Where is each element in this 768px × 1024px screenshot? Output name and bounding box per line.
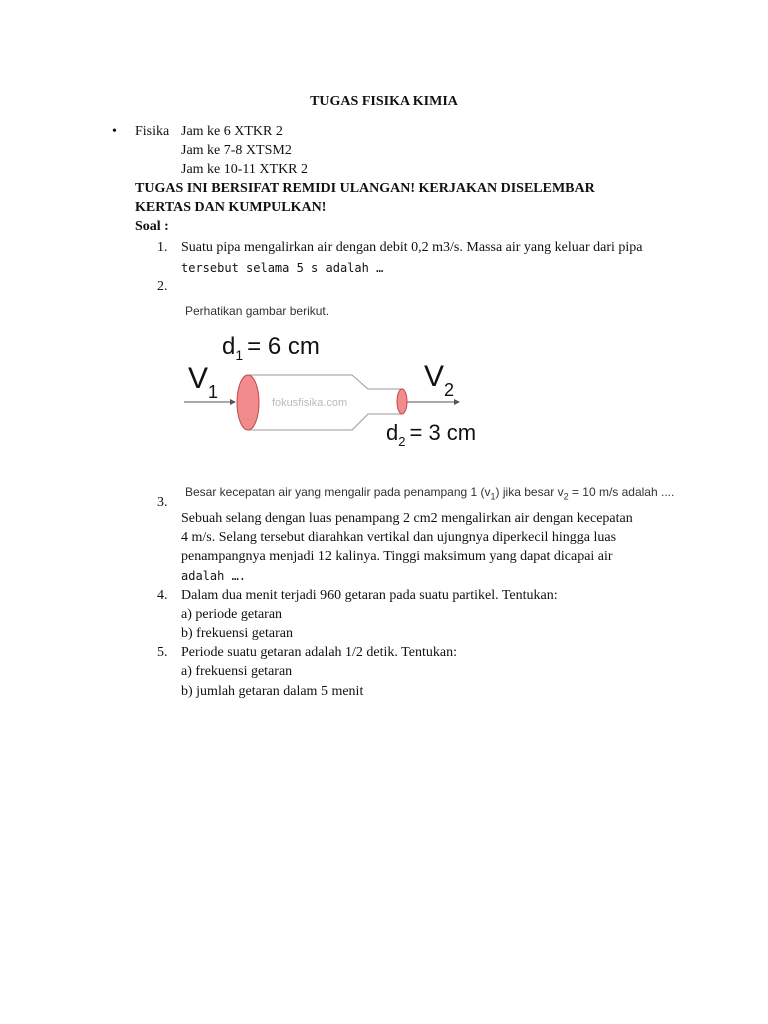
question-subitem: a) frekuensi getaran <box>181 664 293 679</box>
pipe-end-large <box>237 375 259 430</box>
question-subitem: b) frekuensi getaran <box>181 626 293 641</box>
v1-label: $V_1$ <box>188 362 219 402</box>
question-subitem: b) jumlah getaran dalam 5 menit <box>181 684 364 699</box>
question-number: 1. <box>157 240 168 255</box>
schedule-item: Jam ke 10-11 XTKR 2 <box>181 162 309 177</box>
d1-label: $d_1 = 6$ cm <box>222 333 320 363</box>
schedule-item: Jam ke 7-8 XTSM2 <box>181 143 292 158</box>
page-title: TUGAS FISIKA KIMIA <box>310 94 458 109</box>
pipe-end-small <box>397 389 407 414</box>
soal-label: Soal : <box>135 219 169 234</box>
question-text: Sebuah selang dengan luas penampang 2 cm2 mengalirkan air dengan kecepatan <box>181 511 633 526</box>
question-subitem: a) periode getaran <box>181 607 283 622</box>
pipe-figure <box>180 328 500 450</box>
figure-question: Besar kecepatan air yang mengalir pada penampang 1 $(v_1)$ jika besar $v_2 = 10$ m/s adalah .... <box>185 485 675 502</box>
notice-line: TUGAS INI BERSIFAT REMIDI ULANGAN! KERJAKAN DISELEMBAR <box>135 181 595 196</box>
question-text: Periode suatu getaran adalah 1/2 detik. Tentukan: <box>181 645 457 660</box>
d2-label: $d_2 = 3$ cm <box>386 420 477 449</box>
flow-arrowhead-in <box>230 399 236 405</box>
bullet: • <box>112 124 117 139</box>
flow-arrowhead-out <box>454 399 460 405</box>
question-text: Suatu pipa mengalirkan air dengan debit 0,2 m3/s. Massa air yang keluar dari pipa <box>181 240 643 255</box>
question-text: 4 m/s. Selang tersebut diarahkan vertikal dan ujungnya diperkecil hingga luas <box>181 530 617 545</box>
question-text: penampangnya menjadi 12 kalinya. Tinggi maksimum yang dapat dicapai air <box>181 549 613 564</box>
question-number: 4. <box>157 588 168 603</box>
figure-intro: Perhatikan gambar berikut. <box>185 304 330 318</box>
question-number: 3. <box>157 495 168 510</box>
question-text: tersebut selama 5 s adalah … <box>181 261 384 275</box>
v2-label: $V_2$ <box>424 360 455 400</box>
subject-label: Fisika <box>135 124 170 139</box>
question-text: Dalam dua menit terjadi 960 getaran pada suatu partikel. Tentukan: <box>181 588 558 603</box>
question-text: adalah …. <box>181 569 247 583</box>
notice-line: KERTAS DAN KUMPULKAN! <box>135 200 327 215</box>
watermark: fokusfisika.com <box>272 397 348 409</box>
question-number: 5. <box>157 645 168 660</box>
schedule-item: Jam ke 6 XTKR 2 <box>181 124 283 139</box>
question-number: 2. <box>157 279 168 294</box>
